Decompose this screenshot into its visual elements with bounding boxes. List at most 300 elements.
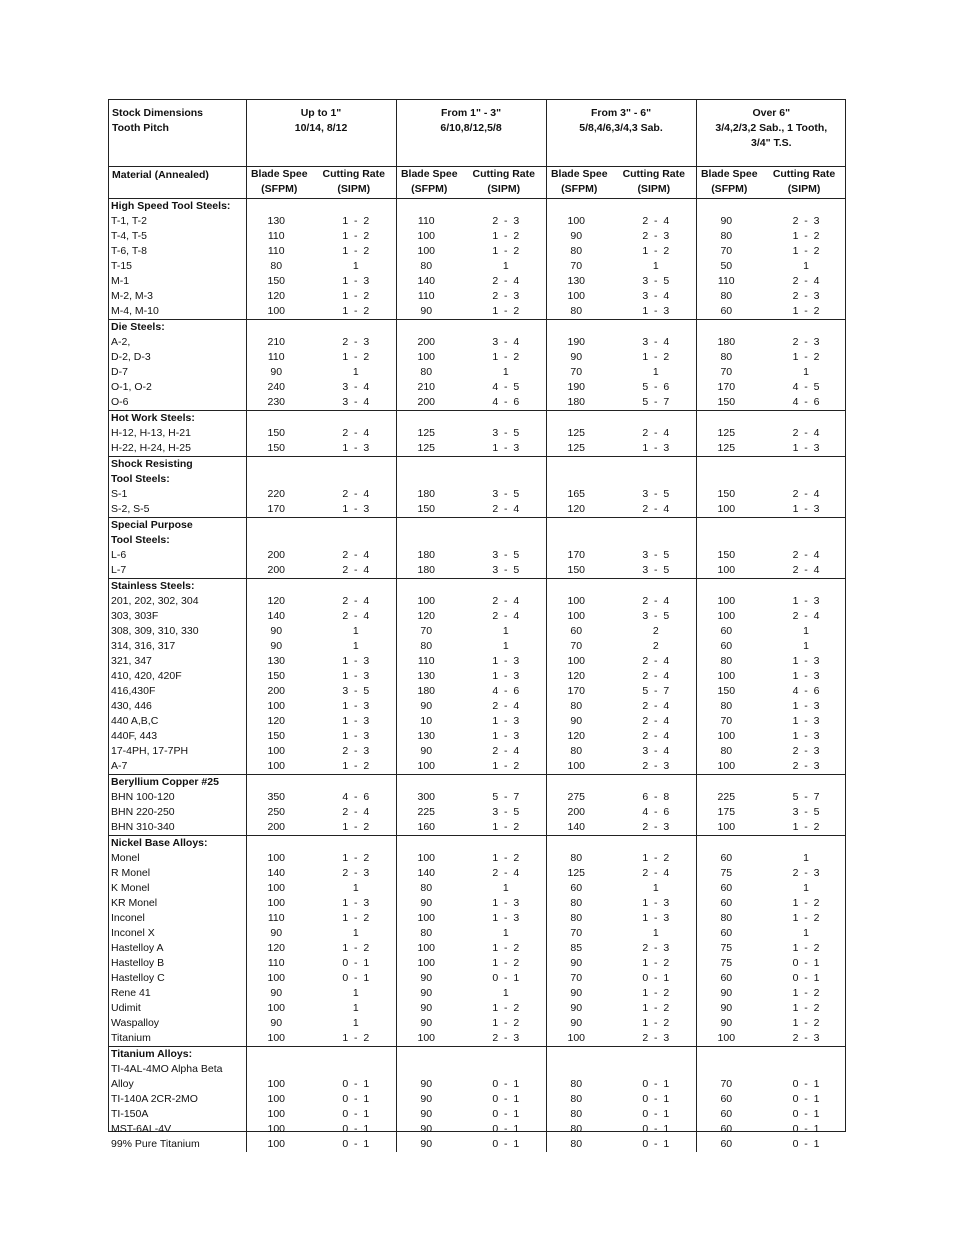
blade-speed-cell: 130 (396, 669, 462, 684)
cutting-rate-cell: 1 - 3 (492, 912, 520, 924)
section-title: Nickel Base Alloys: (109, 836, 246, 852)
blade-speed-cell: 80 (546, 1122, 612, 1137)
blade-speed-cell: 180 (696, 335, 762, 350)
blade-speed-cell: 120 (396, 609, 462, 624)
blade-speed-cell: 90 (246, 926, 312, 941)
blade-speed-cell: 125 (546, 866, 612, 881)
blade-speed-cell: 80 (546, 1137, 612, 1152)
empty-cell (246, 1047, 312, 1063)
blade-speed-cell: 120 (546, 502, 612, 518)
cutting-rate-cell: 4 - 6 (792, 685, 820, 697)
empty-cell (312, 320, 396, 336)
blade-speed-cell: 100 (246, 1077, 312, 1092)
empty-cell (312, 775, 396, 791)
speed-header-unit: (SFPM) (261, 183, 298, 195)
blade-speed-cell: 125 (396, 426, 462, 441)
group-1-range: Up to 1" (300, 107, 342, 119)
blade-speed-cell: 80 (696, 654, 762, 669)
blade-speed-cell: 75 (696, 956, 762, 971)
cutting-rate-cell: 1 - 2 (342, 215, 370, 227)
material-name: L-7 (111, 564, 127, 576)
blade-speed-cell: 150 (696, 684, 762, 699)
blade-speed-cell: 110 (696, 274, 762, 289)
blade-speed-cell: 60 (696, 971, 762, 986)
blade-speed-cell: 60 (696, 851, 762, 866)
cutting-rate-cell: 0 - 1 (642, 1138, 670, 1150)
empty-cell (312, 1047, 396, 1063)
cutting-rate-cell: 2 - 3 (642, 230, 670, 242)
cutting-rate-cell: 1 (502, 927, 509, 939)
cutting-rate-cell: 2 - 4 (492, 745, 520, 757)
cutting-rate-cell: 3 - 5 (492, 549, 520, 561)
rate-header-unit: (SIPM) (337, 183, 371, 195)
blade-speed-cell: 150 (246, 441, 312, 457)
blade-speed-cell: 100 (246, 851, 312, 866)
empty-cell (396, 320, 462, 336)
table-row (109, 1016, 846, 1031)
table-row (109, 214, 846, 229)
blade-speed-cell: 350 (246, 790, 312, 805)
cutting-rate-cell: 2 - 4 (342, 427, 370, 439)
dimension-group-4 (696, 100, 846, 167)
empty-cell (462, 199, 546, 215)
cutting-rate-cell: 1 - 3 (342, 655, 370, 667)
speed-header-unit: (SFPM) (411, 183, 448, 195)
blade-speed-cell: 60 (696, 926, 762, 941)
empty-cell (462, 836, 546, 852)
group-4-pitch-extra: 3/4" T.S. (750, 137, 792, 149)
blade-speed-cell: 90 (696, 986, 762, 1001)
empty-cell (312, 518, 396, 534)
material-name: BHN 100-120 (111, 791, 175, 803)
empty-cell (246, 579, 312, 595)
cutting-rate-cell: 1 - 3 (492, 655, 520, 667)
cutting-rate-cell: 2 - 4 (342, 549, 370, 561)
blade-speed-cell: 125 (546, 441, 612, 457)
blade-speed-cell: 90 (396, 744, 462, 759)
blade-speed-cell: 170 (546, 548, 612, 563)
blade-speed-cell: 90 (246, 1016, 312, 1031)
cutting-rate-cell: 1 - 2 (642, 245, 670, 257)
cutting-rate-cell: 2 - 3 (492, 1032, 520, 1044)
cutting-rate-cell: 1 - 2 (342, 230, 370, 242)
blade-speed-cell: 90 (396, 1137, 462, 1152)
empty-cell (762, 472, 846, 487)
cutting-rate-cell: 1 (502, 366, 509, 378)
group-2-pitch: 6/10,8/12,5/8 (440, 122, 502, 134)
cutting-rate-cell: 1 - 3 (342, 503, 370, 515)
table-row (109, 684, 846, 699)
empty-cell (696, 518, 762, 534)
cutting-rate-cell: 1 - 2 (342, 852, 370, 864)
blade-speed-cell: 60 (696, 639, 762, 654)
empty-cell (546, 199, 612, 215)
cutting-rate-cell: 1 (502, 882, 509, 894)
cutting-rate-cell: 2 - 4 (792, 427, 820, 439)
material-name: 440F, 443 (111, 730, 158, 742)
empty-cell (312, 199, 396, 215)
blade-speed-cell: 90 (546, 1016, 612, 1031)
rate-header-unit: (SIPM) (487, 183, 521, 195)
material-name: H-22, H-24, H-25 (111, 442, 191, 454)
blade-speed-cell: 100 (246, 1107, 312, 1122)
material-name: MST-6AL-4V (111, 1123, 172, 1135)
empty-cell (396, 472, 462, 487)
cutting-rate-cell: 2 - 4 (642, 700, 670, 712)
cutting-rate-cell: 0 - 1 (492, 1078, 520, 1090)
blade-speed-cell: 100 (546, 1031, 612, 1047)
cutting-rate-cell: 1 - 2 (792, 821, 820, 833)
cutting-rate-cell: 3 - 4 (492, 336, 520, 348)
cutting-rate-cell: 1 - 2 (492, 1002, 520, 1014)
section-title: Titanium Alloys: (109, 1047, 246, 1063)
material-name: Hastelloy C (111, 972, 165, 984)
cutting-rate-cell: 0 - 1 (342, 1138, 370, 1150)
table-row (109, 289, 846, 304)
blade-speed-cell: 100 (246, 699, 312, 714)
empty-cell (546, 775, 612, 791)
blade-speed-cell: 90 (396, 699, 462, 714)
cutting-rate-cell: 1 - 2 (342, 351, 370, 363)
empty-cell (396, 775, 462, 791)
blade-speed-cell: 130 (546, 274, 612, 289)
cutting-rate-cell: 0 - 1 (492, 1123, 520, 1135)
cutting-rate-cell: 1 - 2 (342, 821, 370, 833)
empty-cell (546, 472, 612, 487)
blade-speed-cell: 125 (546, 426, 612, 441)
cutting-rate-cell: 3 - 5 (642, 488, 670, 500)
empty-cell (462, 533, 546, 548)
blade-speed-cell: 60 (546, 624, 612, 639)
group-3-pitch: 5/8,4/6,3/4,3 Sab. (579, 122, 663, 134)
blade-speed-cell: 10 (396, 714, 462, 729)
cutting-rate-cell: 2 - 4 (492, 867, 520, 879)
empty-cell (696, 533, 762, 548)
cutting-rate-cell: 1 - 2 (342, 290, 370, 302)
cutting-rate-cell: 1 - 2 (642, 987, 670, 999)
blade-speed-cell: 100 (396, 244, 462, 259)
cutting-rate-cell: 2 - 3 (792, 215, 820, 227)
cutting-rate-cell: 1 (803, 927, 809, 939)
blade-speed-cell: 200 (396, 395, 462, 411)
blade-speed-cell: 180 (396, 684, 462, 699)
material-name: Waspalloy (111, 1017, 160, 1029)
cutting-rate-cell: 1 - 2 (492, 230, 520, 242)
blade-speed-cell: 240 (246, 380, 312, 395)
blade-speed-cell: 80 (696, 229, 762, 244)
cutting-rate-cell: 0 - 1 (792, 1108, 820, 1120)
material-name: Hastelloy A (111, 942, 164, 954)
table-row (109, 911, 846, 926)
cutting-rate-cell: 2 - 4 (642, 215, 670, 227)
cutting-rate-table (108, 99, 846, 1150)
blade-speed-cell: 100 (246, 971, 312, 986)
empty-cell (762, 411, 846, 427)
blade-speed-cell: 100 (546, 214, 612, 229)
dimension-group-2 (396, 100, 546, 167)
cutting-rate-cell: 2 (652, 640, 659, 652)
table-row (109, 229, 846, 244)
table-row (109, 851, 846, 866)
empty-cell (696, 457, 762, 473)
section-title: Die Steels: (109, 320, 246, 336)
cutting-rate-cell: 0 - 1 (642, 972, 670, 984)
blade-speed-cell: 150 (696, 395, 762, 411)
material-name: O-6 (111, 396, 129, 408)
cutting-rate-cell: 5 - 7 (642, 685, 670, 697)
blade-speed-cell: 250 (246, 805, 312, 820)
cutting-rate-cell: 2 - 3 (342, 867, 370, 879)
cutting-rate-cell: 1 - 2 (492, 351, 520, 363)
empty-cell (246, 518, 312, 534)
table-row (109, 609, 846, 624)
blade-speed-cell: 100 (246, 1122, 312, 1137)
material-name: M-2, M-3 (111, 290, 153, 302)
blade-speed-cell: 150 (246, 729, 312, 744)
cutting-rate-cell: 3 - 5 (642, 275, 670, 287)
cutting-rate-cell: 1 - 2 (492, 760, 520, 772)
empty-cell (612, 579, 696, 595)
table-row (109, 956, 846, 971)
speed-header (696, 167, 762, 199)
blade-speed-cell: 90 (396, 304, 462, 320)
blade-speed-cell: 100 (246, 304, 312, 320)
material-name: T-6, T-8 (111, 245, 147, 257)
cutting-rate-cell: 1 (803, 852, 809, 864)
material-name: Inconel (111, 912, 145, 924)
blade-speed-cell: 70 (696, 365, 762, 380)
blade-speed-cell: 90 (396, 1001, 462, 1016)
blade-speed-cell: 70 (546, 259, 612, 274)
rate-header (462, 167, 546, 199)
section-title: Beryllium Copper #25 (109, 775, 246, 791)
cutting-rate-cell: 3 - 5 (492, 564, 520, 576)
group-4-pitch: 3/4,2/3,2 Sab., 1 Tooth, (715, 122, 828, 134)
cutting-rate-cell: 2 - 3 (492, 290, 520, 302)
cutting-rate-cell: 2 - 3 (642, 760, 670, 772)
empty-cell (312, 411, 396, 427)
blade-speed-cell: 80 (396, 881, 462, 896)
cutting-rate-cell: 1 - 2 (792, 942, 820, 954)
table-row (109, 395, 846, 411)
cutting-rate-cell: 3 - 5 (792, 806, 820, 818)
blade-speed-cell: 100 (396, 759, 462, 775)
blade-speed-cell: 110 (246, 244, 312, 259)
cutting-rate-cell: 1 - 3 (342, 442, 370, 454)
material-name: 201, 202, 302, 304 (111, 595, 199, 607)
cutting-rate-cell: 1 (803, 366, 809, 378)
cutting-rate-cell: 2 - 4 (642, 503, 670, 515)
cutting-rate-cell: 1 - 3 (792, 670, 820, 682)
blade-speed-cell: 160 (396, 820, 462, 836)
blade-speed-cell: 100 (396, 941, 462, 956)
cutting-rate-cell: 1 (652, 882, 659, 894)
speed-header-label: Blade Spee (400, 168, 458, 180)
empty-cell (546, 411, 612, 427)
blade-speed-cell: 200 (246, 820, 312, 836)
blade-speed-cell: 60 (696, 1122, 762, 1137)
empty-cell (612, 533, 696, 548)
blade-speed-cell: 80 (546, 744, 612, 759)
blade-speed-cell: 100 (696, 729, 762, 744)
material-name: Inconel X (111, 927, 155, 939)
blade-speed-cell: 120 (246, 289, 312, 304)
cutting-rate-cell: 1 - 2 (642, 957, 670, 969)
blade-speed-cell: 125 (696, 441, 762, 457)
blade-speed-cell: 110 (246, 911, 312, 926)
rate-header (762, 167, 846, 199)
cutting-rate-cell: 1 - 2 (342, 305, 370, 317)
blade-speed-cell: 80 (396, 365, 462, 380)
cutting-rate-cell: 2 (652, 625, 659, 637)
empty-cell (462, 775, 546, 791)
empty-cell (246, 199, 312, 215)
blade-speed-cell: 70 (546, 926, 612, 941)
group-3-range: From 3" - 6" (590, 107, 652, 119)
blade-speed-cell: 80 (396, 259, 462, 274)
material-name: Hastelloy B (111, 957, 165, 969)
cutting-rate-cell: 2 - 3 (792, 760, 820, 772)
blade-speed-cell: 100 (546, 654, 612, 669)
cutting-rate-cell: 1 - 2 (792, 230, 820, 242)
cutting-rate-cell: 3 - 5 (492, 427, 520, 439)
material-name: BHN 310-340 (111, 821, 175, 833)
table-row (109, 1031, 846, 1047)
table-row (109, 274, 846, 289)
section-header-row (109, 836, 846, 852)
cutting-rate-cell: 1 - 2 (492, 305, 520, 317)
cutting-rate-cell: 1 - 2 (492, 942, 520, 954)
blade-speed-cell: 140 (246, 866, 312, 881)
empty-cell (612, 472, 696, 487)
blade-speed-cell: 130 (246, 654, 312, 669)
blade-speed-cell: 210 (246, 335, 312, 350)
blade-speed-cell: 100 (396, 851, 462, 866)
blade-speed-cell: 100 (396, 350, 462, 365)
blade-speed-cell: 180 (546, 395, 612, 411)
table-row (109, 335, 846, 350)
blade-speed-cell: 140 (396, 274, 462, 289)
blade-speed-cell: 60 (696, 1092, 762, 1107)
empty-cell (462, 411, 546, 427)
empty-cell (396, 199, 462, 215)
blade-speed-cell: 100 (246, 1001, 312, 1016)
blade-speed-cell: 200 (246, 548, 312, 563)
table-row (109, 941, 846, 956)
cutting-rate-cell: 1 - 2 (492, 1017, 520, 1029)
cutting-rate-cell: 1 - 3 (792, 700, 820, 712)
cutting-rate-cell: 0 - 1 (492, 1138, 520, 1150)
blade-speed-cell: 80 (546, 1092, 612, 1107)
empty-cell (462, 472, 546, 487)
cutting-rate-cell: 2 - 3 (642, 1032, 670, 1044)
cutting-rate-cell: 1 - 2 (792, 1017, 820, 1029)
empty-cell (762, 320, 846, 336)
blade-speed-cell: 125 (696, 426, 762, 441)
cutting-rate-cell: 4 - 6 (642, 806, 670, 818)
cutting-rate-cell: 1 - 3 (492, 670, 520, 682)
cutting-rate-cell: 1 (352, 625, 359, 637)
material-name: A-7 (111, 760, 128, 772)
stock-dimensions-label: Stock Dimensions (112, 107, 204, 119)
blade-speed-cell: 120 (546, 669, 612, 684)
empty-cell (612, 775, 696, 791)
cutting-rate-cell: 1 - 3 (492, 897, 520, 909)
cutting-rate-cell: 3 - 5 (642, 564, 670, 576)
blade-speed-cell: 60 (696, 896, 762, 911)
table-row (109, 350, 846, 365)
empty-cell (312, 472, 396, 487)
empty-cell (246, 836, 312, 852)
cutting-rate-cell: 1 - 3 (342, 897, 370, 909)
cutting-rate-cell: 1 - 2 (492, 821, 520, 833)
blade-speed-cell: 170 (696, 380, 762, 395)
cutting-rate-cell: 4 - 5 (792, 381, 820, 393)
cutting-rate-cell: 1 - 2 (792, 897, 820, 909)
cutting-rate-cell: 1 - 2 (642, 1017, 670, 1029)
blade-speed-cell: 100 (546, 759, 612, 775)
cutting-rate-cell: 1 - 2 (342, 912, 370, 924)
section-header-row (109, 775, 846, 791)
blade-speed-cell: 150 (546, 563, 612, 579)
cutting-rate-cell: 2 - 4 (642, 427, 670, 439)
blade-speed-cell: 190 (546, 335, 612, 350)
cutting-rate-cell: 1 (652, 927, 659, 939)
cutting-rate-cell: 2 - 4 (492, 700, 520, 712)
cutting-rate-cell: 1 - 2 (792, 245, 820, 257)
table-row (109, 1107, 846, 1122)
blade-speed-cell: 100 (396, 229, 462, 244)
rate-header (312, 167, 396, 199)
empty-cell (546, 518, 612, 534)
cutting-rate-cell: 1 - 2 (342, 1032, 370, 1044)
cutting-rate-cell: 1 (652, 366, 659, 378)
blade-speed-cell: 60 (546, 881, 612, 896)
cutting-rate-cell: 1 (352, 1002, 359, 1014)
blade-speed-cell: 225 (696, 790, 762, 805)
blade-speed-cell: 70 (696, 714, 762, 729)
section-header-row (109, 579, 846, 595)
table-row (109, 259, 846, 274)
cutting-rate-cell: 1 (803, 882, 809, 894)
group-4-range: Over 6" (752, 107, 791, 119)
cutting-rate-cell: 0 - 1 (342, 1108, 370, 1120)
cutting-rate-cell: 2 - 3 (342, 336, 370, 348)
material-name: T-1, T-2 (111, 215, 147, 227)
material-name: T-15 (111, 260, 133, 272)
cutting-rate-cell: 1 - 3 (342, 700, 370, 712)
blade-speed-cell: 170 (246, 502, 312, 518)
table-row (109, 487, 846, 502)
cutting-rate-cell: 1 (352, 987, 359, 999)
cutting-rate-cell: 1 - 2 (642, 852, 670, 864)
cutting-rate-cell: 0 - 1 (642, 1093, 670, 1105)
cutting-rate-cell: 2 - 4 (642, 655, 670, 667)
blade-speed-cell: 90 (246, 639, 312, 654)
table-row (109, 426, 846, 441)
cutting-rate-cell: 1 - 3 (792, 442, 820, 454)
cutting-rate-cell: 3 - 5 (642, 549, 670, 561)
blade-speed-cell (696, 1062, 762, 1077)
empty-cell (396, 518, 462, 534)
table-row (109, 881, 846, 896)
cutting-rate-cell: 1 - 2 (792, 987, 820, 999)
section-title: Shock Resisting (109, 457, 246, 473)
blade-speed-cell: 60 (696, 304, 762, 320)
cutting-rate-cell: 3 - 5 (342, 685, 370, 697)
cutting-rate-cell: 2 - 4 (642, 867, 670, 879)
cutting-rate-cell (462, 1062, 546, 1077)
